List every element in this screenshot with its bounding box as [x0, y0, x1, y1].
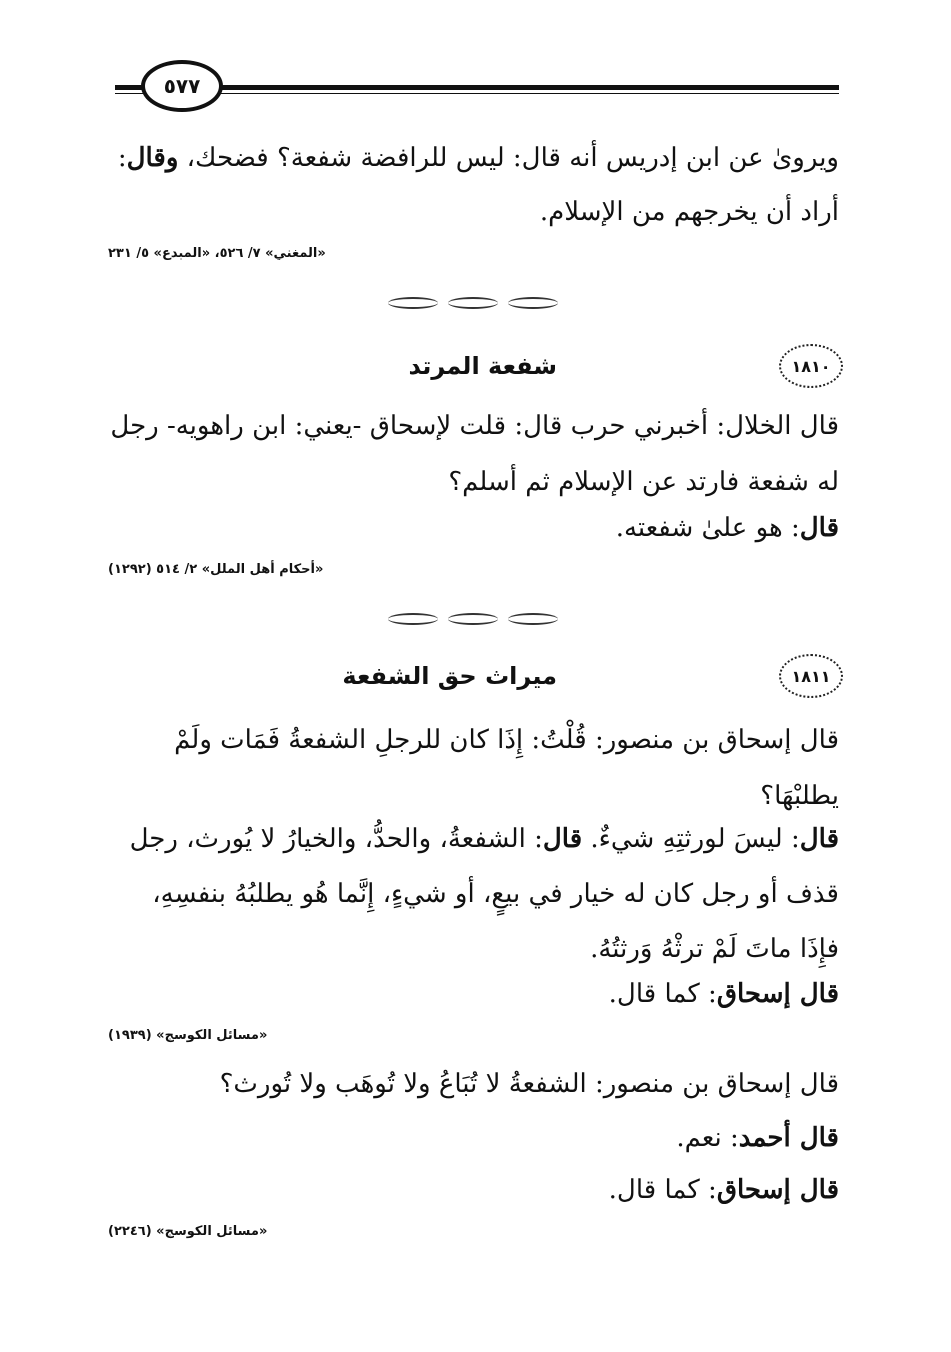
- header-rule: [115, 77, 839, 101]
- page-number: ٥٧٧: [141, 60, 223, 112]
- section-1811-paragraph-5: [108, 1110, 839, 1166]
- section-1811-reference-1: [108, 1028, 839, 1043]
- section-divider-ornament: [388, 612, 558, 626]
- section-1811-paragraph-2: [108, 812, 839, 977]
- section-1810-paragraph-1: قال الخلال: أخبرني حرب قال: قلت لإسحاق -يعني: ابن راهويه- رجل له شفعة فارتد عن الإسلام ثم أسلم؟: [110, 411, 839, 497]
- intro-colon: :: [117, 143, 127, 173]
- said-label: قال أحمد: [738, 1123, 839, 1153]
- intro-line-1: [108, 130, 839, 186]
- intro-line-2: أراد أن يخرجهم من الإسلام.: [539, 197, 839, 227]
- intro-reference-text: «المغني» ٧/ ٥٢٦، «المبدع» ٥/ ٢٣١: [108, 246, 326, 261]
- section-1811-paragraph-6: [108, 1162, 839, 1218]
- section-title: شفعة المرتد: [408, 352, 557, 380]
- section-number-badge: ١٨١١: [779, 654, 843, 698]
- section-1811-paragraph-3: [108, 966, 839, 1022]
- intro-reference: [108, 246, 839, 261]
- answer-text: : الشفعةُ، والحدُّ، والخيارُ لا يُورث، رجل قذف أو رجل كان له خيار في بيعٍ، أو شيءٍ، إِنَّما هُو يطلبُهُ بنفسِهِ، فإِذَا ماتَ لَمْ ترثْهُ وَرثتُهُ.: [129, 824, 839, 964]
- header-rule-thin: [115, 93, 839, 94]
- section-title: ميراث حق الشفعة: [342, 662, 557, 690]
- answer-text: : ليسَ لورثتِهِ شيءٌ.: [582, 824, 800, 854]
- section-divider-ornament: [388, 296, 558, 310]
- said-label: قال إسحاق: [716, 1175, 839, 1205]
- answer-text: : هو علىٰ شفعته.: [615, 513, 800, 543]
- section-1810-heading-row: [108, 344, 843, 390]
- section-1811-reference-1-text: «مسائل الكوسج» (١٩٣٩): [108, 1028, 268, 1043]
- said-label: قال: [542, 824, 583, 854]
- section-1810-reference: [108, 562, 839, 577]
- section-1811-paragraph-1: قال إسحاق بن منصور: قُلْتُ: إِذَا كان للرجلِ الشفعةُ فَمَات ولَمْ يطلبْهَا؟: [174, 725, 839, 811]
- section-1811-heading-row: [108, 654, 843, 700]
- intro-text-a: ويروىٰ عن ابن إدريس أنه قال: ليس للرافضة شفعة؟ فضحك،: [178, 143, 839, 173]
- answer-text: : كما قال.: [608, 979, 717, 1009]
- section-1810-paragraph-2: [108, 500, 839, 556]
- section-1811-paragraph-4: قال إسحاق بن منصور: الشفعةُ لا تُبَاعُ ولا تُوهَب ولا تُورث؟: [219, 1069, 839, 1099]
- section-number-badge: ١٨١٠: [779, 344, 843, 388]
- section-1810-reference-text: «أحكام أهل الملل» ٢/ ٥١٤ (١٢٩٢): [108, 562, 324, 577]
- answer-text: : كما قال.: [608, 1175, 717, 1205]
- answer-text: : نعم.: [676, 1123, 739, 1153]
- section-1811-reference-2: [108, 1224, 839, 1239]
- said-label: قال: [799, 513, 839, 543]
- header-rule-thick: [115, 85, 839, 90]
- intro-said-label: وقال: [126, 143, 179, 173]
- said-label: قال إسحاق: [716, 979, 839, 1009]
- section-1811-reference-2-text: «مسائل الكوسج» (٢٢٤٦): [108, 1224, 268, 1239]
- said-label: قال: [799, 824, 839, 854]
